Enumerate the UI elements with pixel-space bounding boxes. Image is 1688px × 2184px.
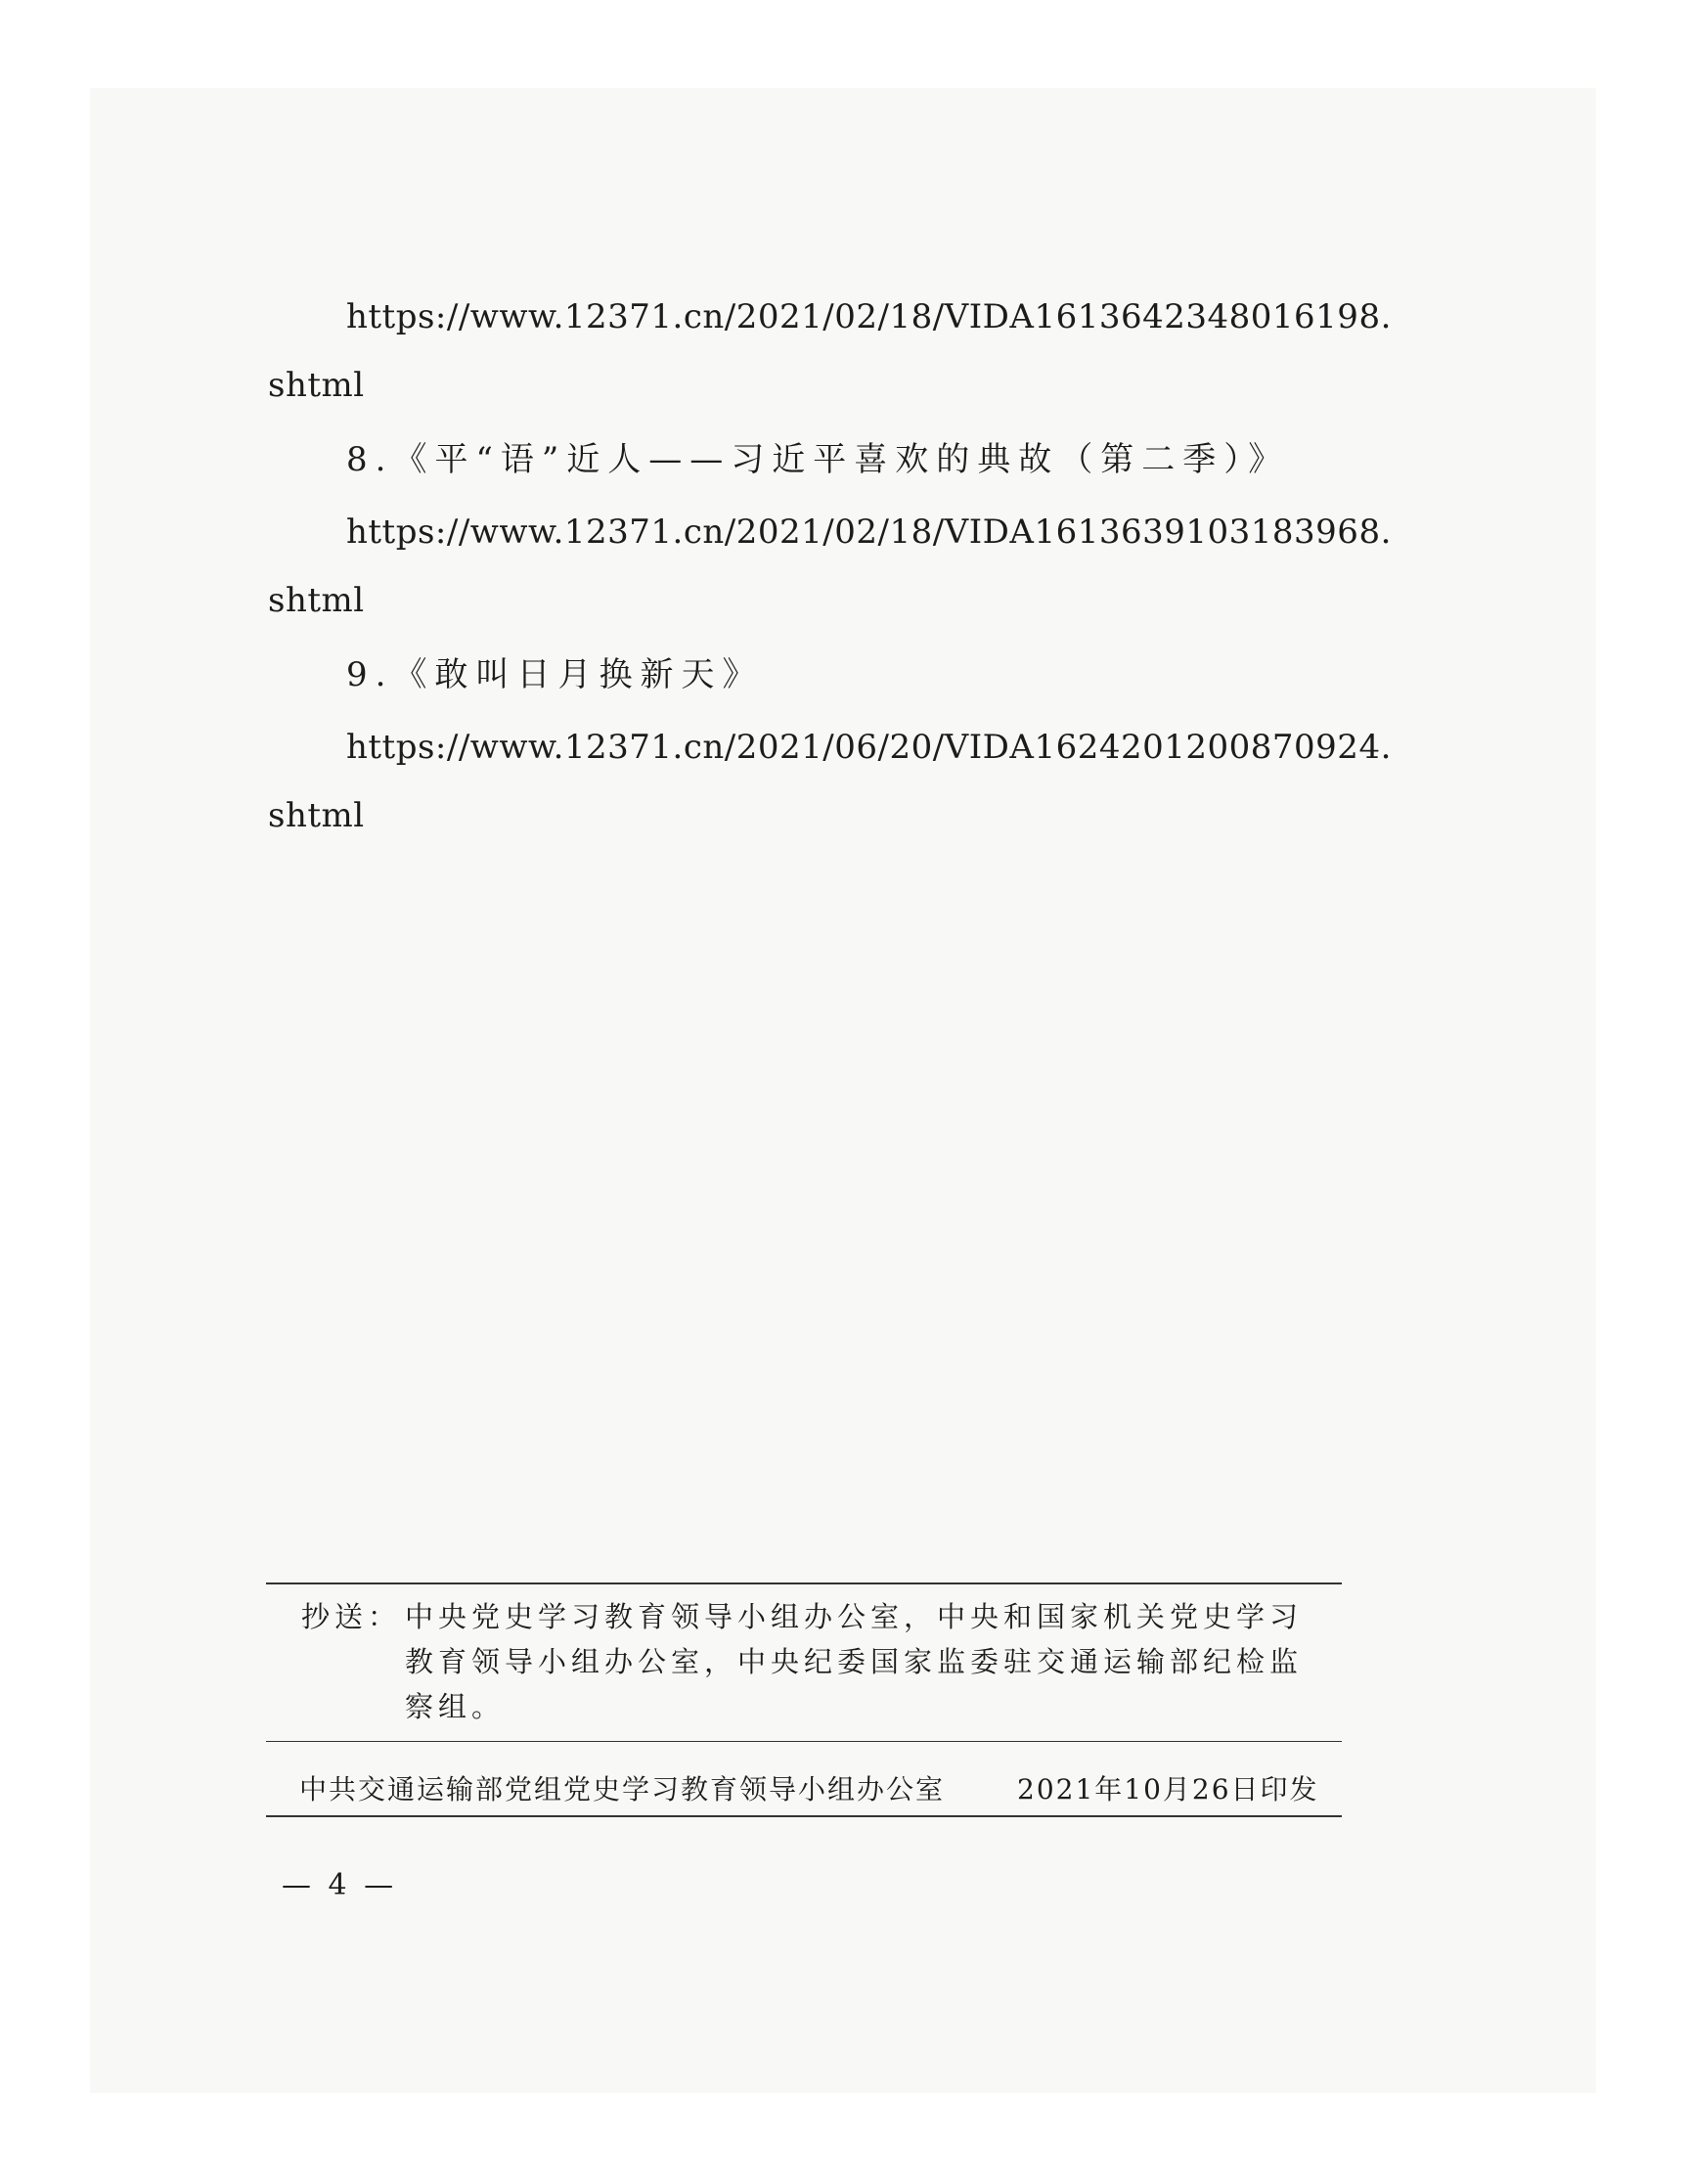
link-url-7-suffix: shtml (268, 366, 365, 405)
link-url-7: https://www.12371.cn/2021/02/18/VIDA1613642348016198. (346, 297, 1392, 336)
item-9-title: 9.《敢叫日月换新天》 (346, 655, 764, 694)
link-url-9-suffix: shtml (268, 796, 365, 835)
page-number: — 4 — (282, 1868, 398, 1902)
footer-bottom-rule (266, 1815, 1342, 1817)
cc-recipients: 中央党史学习教育领导小组办公室，中央和国家机关党史学习教育领导小组办公室，中央纪委国家监委驻交通运输部纪检监察组。 (405, 1600, 1304, 1723)
issuing-office: 中共交通运输部党组党史学习教育领导小组办公室 (299, 1773, 946, 1805)
link-url-8: https://www.12371.cn/2021/02/18/VIDA1613639103183968. (346, 513, 1392, 552)
cc-top-rule (266, 1582, 1342, 1584)
link-url-8-suffix: shtml (268, 581, 365, 620)
issue-date: 2021年10月26日印发 (1017, 1773, 1319, 1805)
item-8-title: 8.《平“语”近人——习近平喜欢的典故（第二季）》 (346, 440, 1290, 479)
link-url-9: https://www.12371.cn/2021/06/20/VIDA1624201200870924. (346, 728, 1392, 767)
cc-label: 抄送： (301, 1600, 402, 1633)
cc-bottom-rule (266, 1741, 1342, 1742)
